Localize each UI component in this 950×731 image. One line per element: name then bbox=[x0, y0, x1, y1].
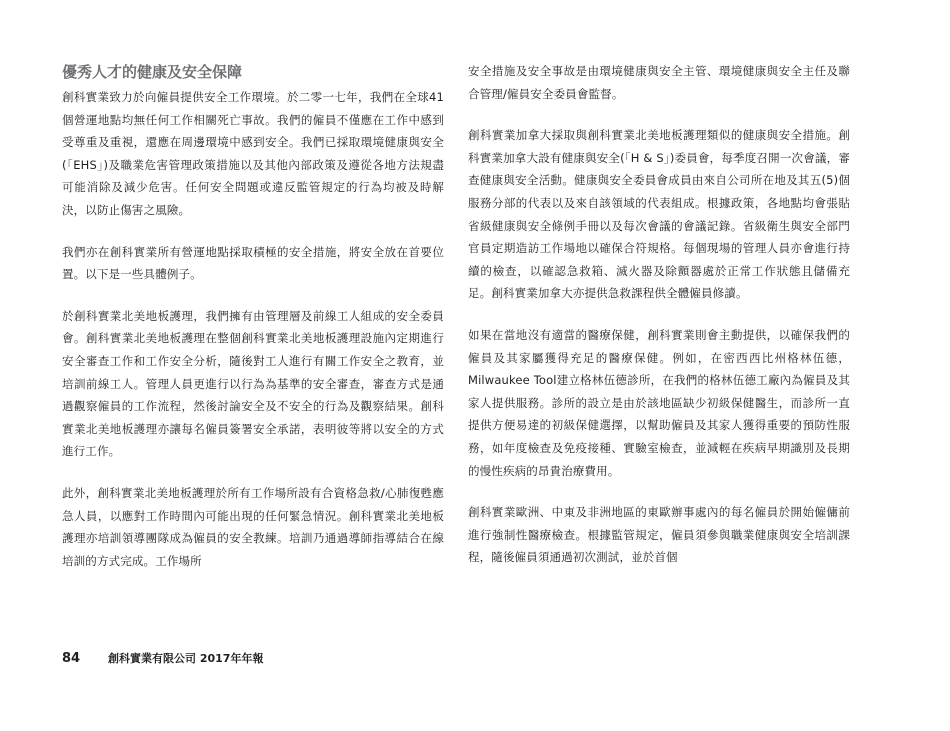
body-paragraph: 安全措施及安全事故是由環境健康與安全主管、環境健康與安全主任及聯合管理/僱員安全委員會監督。 bbox=[468, 64, 850, 101]
page-number: 84 bbox=[62, 651, 81, 666]
page-footer bbox=[62, 650, 263, 666]
body-paragraph: 於創科實業北美地板護理，我們擁有由管理層及前線工人組成的安全委員會。創科實業北美地板護理在整個創科實業北美地板護理設施內定期進行安全審查工作和工作安全分析，隨後對工人進行有關工作安全之教育，並培訓前線工人。管理人員更進行以行為為基準的安全審查，審查方式是通過觀察僱員的工作流程，然後討論安全及不安全的行為及觀察結果。創科實業北美地板護理亦讓每名僱員簽署安全承諾，表明彼等將以安全的方式進行工作。 bbox=[62, 308, 444, 459]
body-paragraph: 創科實業加拿大採取與創科實業北美地板護理類似的健康與安全措施。創科實業加拿大設有健康與安全(「H & S」)委員會，每季度召開一次會議，審查健康與安全活動。健康與安全委員會成員由來自公司所在地及其五(5)個服務分部的代表以及來自該領域的代表組成。根據政策，各地點均會張貼省級健康與安全條例手冊以及每次會議的會議記錄。省級衛生與安全部門官員定期造訪工作場地以確保合符規格。每個現場的管理人員亦會進行持續的檢查，以確認急救箱、滅火器及除顫器處於正常工作狀態且儲備充足。創科實業加拿大亦提供急救課程供全體僱員修讀。 bbox=[468, 128, 850, 301]
left-column bbox=[62, 60, 444, 591]
body-paragraph: 我們亦在創科實業所有營運地點採取積極的安全措施，將安全放在首要位置。以下是一些具體例子。 bbox=[62, 244, 444, 282]
section-heading: 優秀人才的健康及安全保障 bbox=[62, 63, 243, 81]
body-paragraph: 創科實業歐洲、中東及非洲地區的東歐辦事處內的每名僱員於開始僱傭前進行強制性醫療檢查。根據監管規定，僱員須參與職業健康與安全培訓課程，隨後僱員須通過初次測試，並於首個 bbox=[468, 505, 850, 565]
body-paragraph: 此外，創科實業北美地板護理於所有工作場所設有合資格急救/心肺復甦應急人員，以應對工作時間內可能出現的任何緊急情況。創科實業北美地板護理亦培訓領導團隊成為僱員的安全教練。培訓乃通過導師指導結合在線培訓的方式完成。工作場所 bbox=[62, 485, 444, 568]
body-paragraph: 如果在當地沒有適當的醫療保健，創科實業則會主動提供，以確保我們的僱員及其家屬獲得充足的醫療保健。例如，在密西西比州格林伍德，Milwaukee Tool建立格林伍德診所，在我們的格林伍德工廠內為僱員及其家人提供服務。診所的設立是由於該地區缺少初級保健醫生，而診所一直提供方便易達的初級保健選擇，以幫助僱員及其家人獲得重要的預防性服務，如年度檢查及免疫接種、實驗室檢查，並減輕在疾病早期識別及長期的慢性疾病的昂貴治療費用。 bbox=[468, 327, 850, 478]
right-column bbox=[468, 60, 850, 588]
report-title: 創科實業有限公司 2017年年報 bbox=[108, 652, 264, 665]
body-paragraph: 創科實業致力於向僱員提供安全工作環境。於二零一七年，我們在全球41個營運地點均無任何工作相關死亡事故。我們的僱員不僅應在工作中感到受尊重及重視，還應在周邊環境中感到安全。我們已採取環境健康與安全(「EHS」)及職業危害管理政策措施以及其他內部政策及遵從各地方法規盡可能消除及減少危害。任何安全問題或違反監管規定的行為均被及時解決，以防止傷害之風險。 bbox=[62, 90, 444, 217]
